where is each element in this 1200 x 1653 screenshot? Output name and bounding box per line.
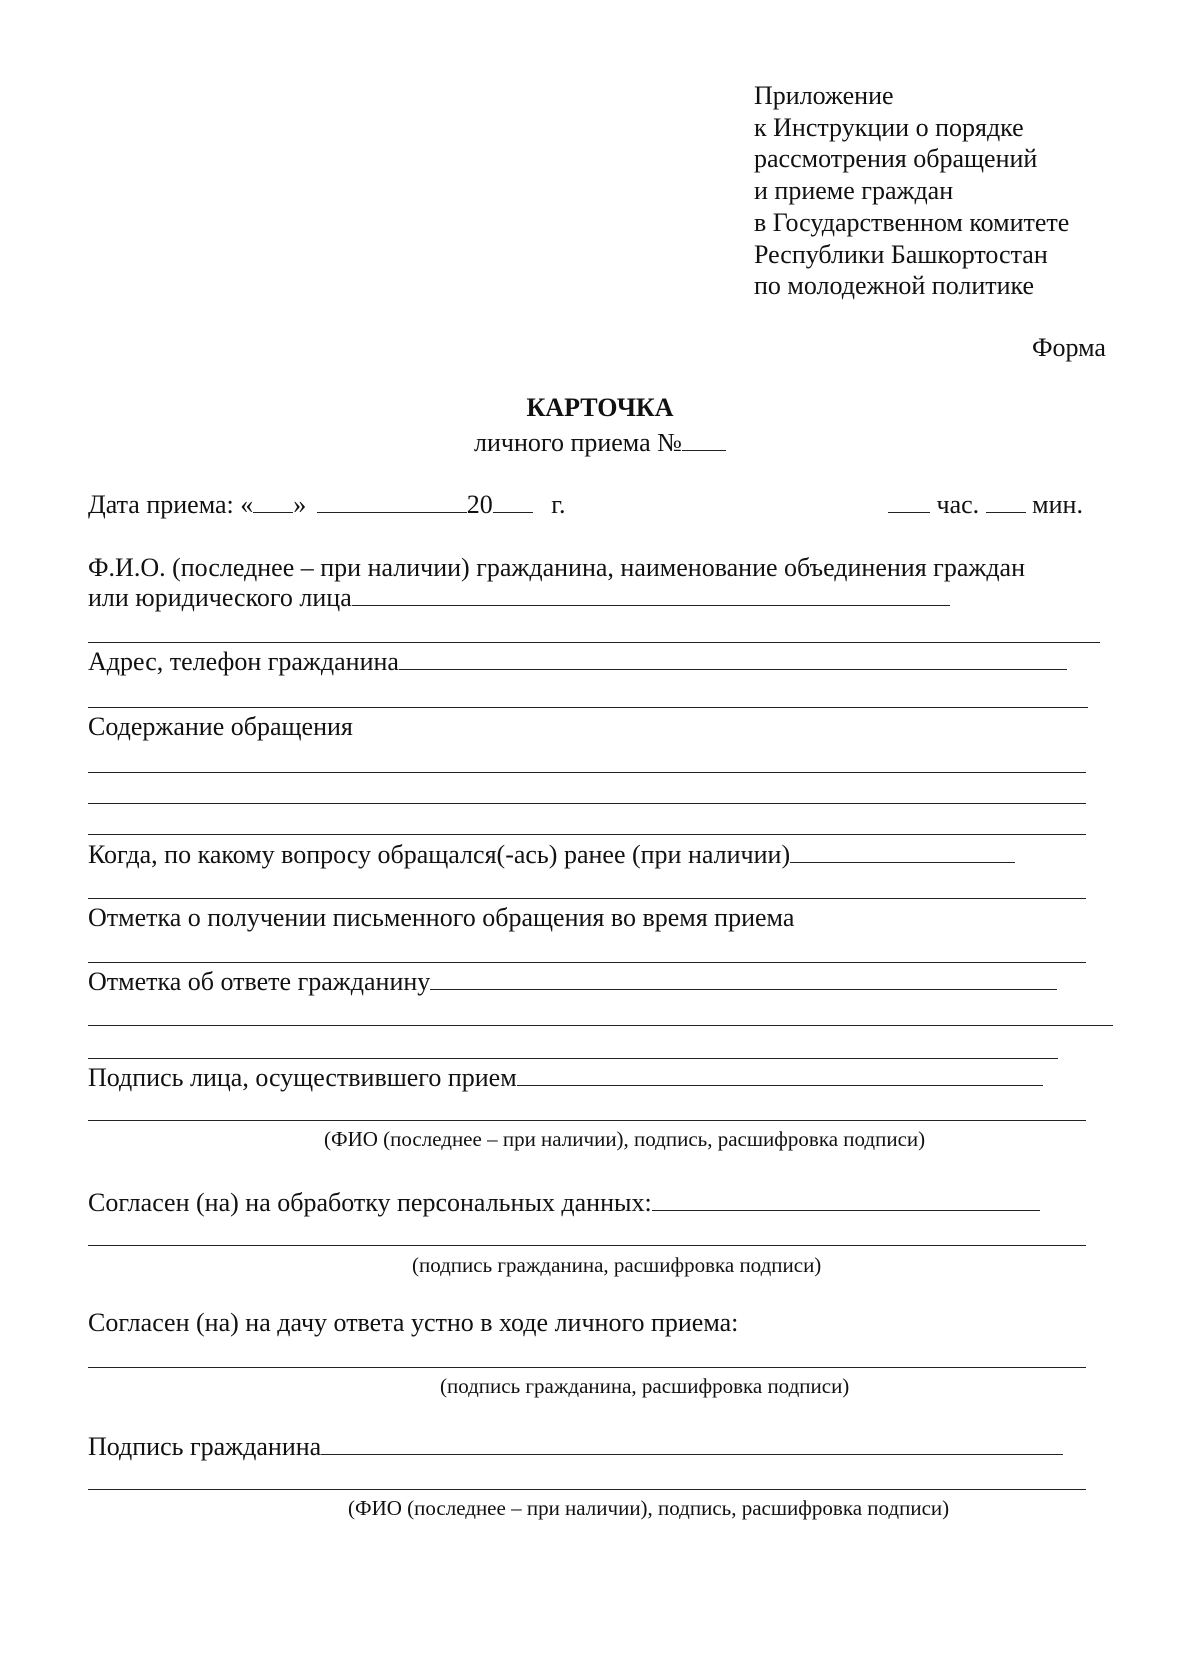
answer-mark-row [88,967,1057,997]
previous-row [88,840,1015,870]
content-field-line[interactable] [88,772,1086,773]
fio-field-line[interactable] [88,642,1100,643]
consent-personal-field[interactable] [652,1188,1040,1211]
address-field[interactable] [399,647,1067,670]
receiver-signature-label: Подпись лица, осуществившего прием [88,1063,517,1092]
document-subtitle [0,428,1200,458]
subtitle-text: личного приема № [474,428,682,457]
close-quote: » [293,490,307,519]
consent-personal-label: Согласен (на) на обработку персональных данных: [88,1188,652,1217]
hours-field[interactable] [888,490,930,513]
fio-row [88,583,950,613]
consent-oral-field-line[interactable] [88,1367,1086,1368]
answer-mark-label: Отметка об ответе гражданину [88,967,431,996]
year-prefix: 20 [466,490,493,519]
appendix-line: Республики Башкортостан [754,239,1048,269]
citizen-signature-field[interactable] [321,1432,1063,1455]
written-mark-label: Отметка о получении письменного обращения во время приема [88,903,795,932]
receiver-signature-row [88,1063,1043,1093]
address-label: Адрес, телефон гражданина [88,647,399,676]
content-label: Содержание обращения [88,712,353,741]
day-field[interactable] [253,490,293,513]
fio-label-line1: Ф.И.О. (последнее – при наличии) гражданина, наименование объединения граждан [88,553,1026,582]
address-row [88,647,1067,677]
citizen-signature-caption: (ФИО (последнее – при наличии), подпись, расшифровка подписи) [348,1496,950,1520]
reception-date [88,490,565,520]
consent-oral-label: Согласен (на) на дачу ответа устно в ходе личного приема: [88,1308,739,1337]
citizen-signature-label: Подпись гражданина [88,1432,322,1461]
content-field-line[interactable] [88,803,1086,804]
consent-oral-caption: (подпись гражданина, расшифровка подписи) [440,1374,850,1398]
consent-personal-field-line[interactable] [88,1245,1086,1246]
appendix-line: по молодежной политике [754,271,1035,301]
appendix-line: к Инструкции о порядке [754,112,1024,142]
answer-mark-field-line[interactable] [88,1025,1113,1026]
previous-field-line[interactable] [88,898,1086,899]
appendix-line: в Государственном комитете [754,207,1070,237]
year-suffix: г. [551,490,566,519]
consent-personal-row [88,1188,1040,1218]
appendix-line: Приложение [754,81,894,110]
reception-number-field[interactable] [682,428,726,451]
fio-field[interactable] [352,583,950,606]
document-title: КАРТОЧКА [526,393,674,422]
citizen-signature-row [88,1432,1063,1462]
written-mark-field-line[interactable] [88,962,1086,963]
month-field[interactable] [317,490,467,513]
citizen-signature-field-line[interactable] [88,1489,1086,1490]
hours-label: час. [936,490,980,519]
reception-time [888,490,1083,520]
form-label: Форма [1032,333,1106,362]
address-field-line[interactable] [88,707,1088,708]
previous-field[interactable] [790,840,1015,863]
content-field-line[interactable] [88,834,1086,835]
receiver-signature-field[interactable] [517,1063,1043,1086]
date-label: Дата приема: « [88,490,254,519]
receiver-signature-caption: (ФИО (последнее – при наличии), подпись, расшифровка подписи) [324,1127,926,1151]
appendix-line: и приеме граждан [754,176,954,206]
receiver-signature-field-line[interactable] [88,1120,1086,1121]
minutes-field[interactable] [986,490,1026,513]
minutes-label: мин. [1032,490,1083,519]
appendix-block [754,80,1069,302]
consent-personal-caption: (подпись гражданина, расшифровка подписи) [412,1253,822,1277]
previous-label: Когда, по какому вопросу обращался(-ась) ранее (при наличии) [88,840,791,869]
appendix-line: рассмотрения обращений [754,144,1038,174]
answer-mark-field-line[interactable] [88,1058,1058,1059]
year-field[interactable] [493,490,533,513]
answer-mark-field[interactable] [430,967,1057,990]
fio-label-line2: или юридического лица [88,583,352,612]
